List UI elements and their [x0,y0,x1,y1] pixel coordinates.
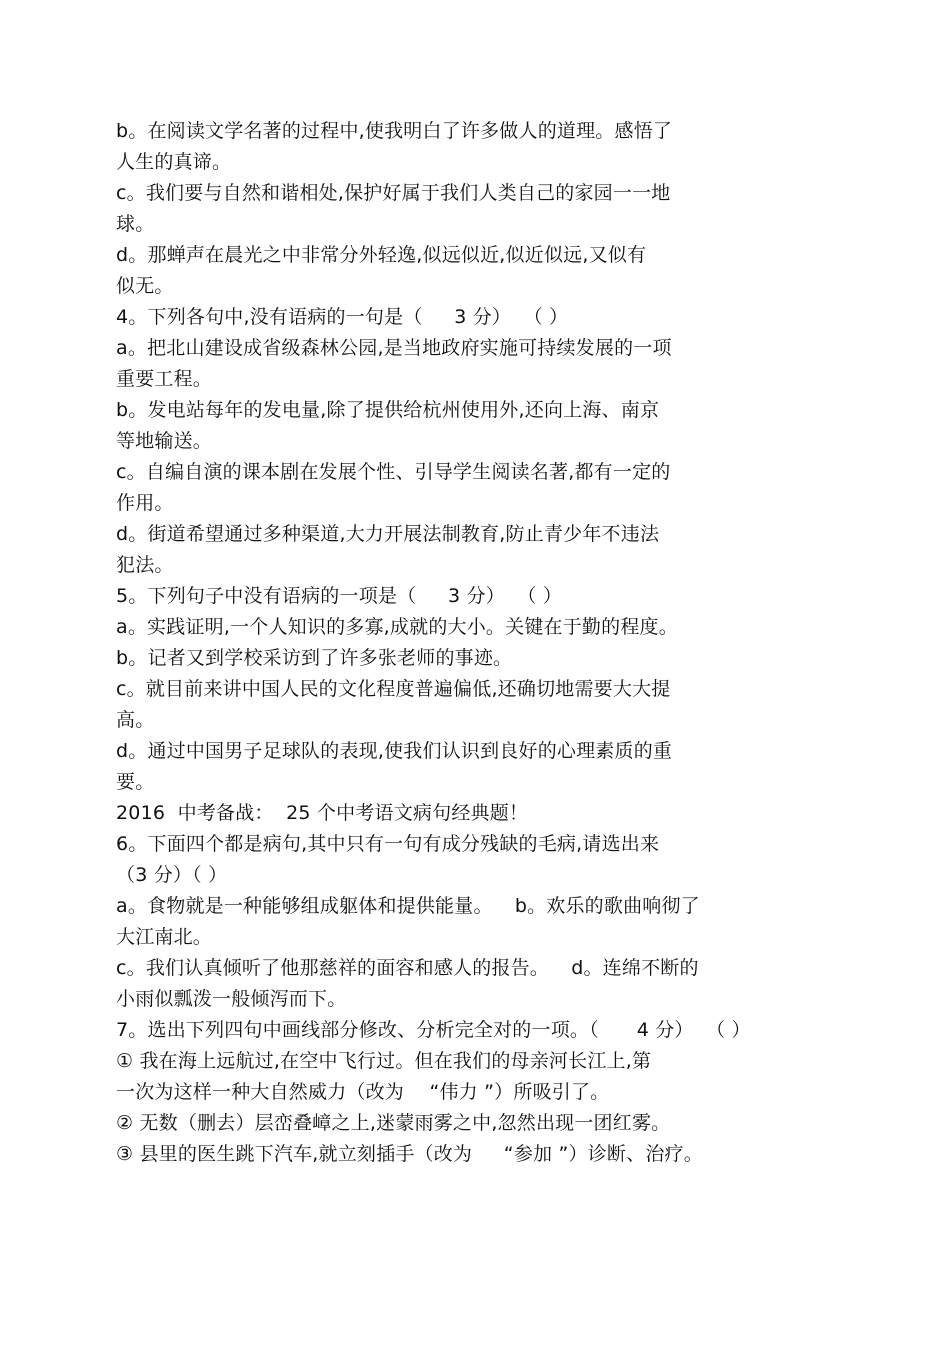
text-line: 犯法。 [116,554,174,576]
question-7-heading: 7。选出下列四句中画线部分修改、分析完全对的一项。（ 4 分） （ ） [116,1019,751,1041]
text-line: 球。 [116,213,155,235]
text-line: 似无。 [116,275,174,297]
text-line: 等地输送。 [116,430,213,452]
question-4-heading: 4。下列各句中,没有语病的一句是（ 3 分） （ ） [116,306,569,328]
text-line: a。实践证明,一个人知识的多寡,成就的大小。关键在于勤的程度。 [116,616,678,638]
text-line: a。食物就是一种能够组成躯体和提供能量。 b。欢乐的歌曲响彻了 [116,895,700,917]
text-line: c。我们认真倾听了他那慈祥的面容和感人的报告。 d。连绵不断的 [116,957,699,979]
text-line: 高。 [116,709,155,731]
text-line: 重要工程。 [116,368,213,390]
text-line: ① 我在海上远航过,在空中飞行过。但在我们的母亲河长江上,第 [116,1050,652,1072]
text-line: 小雨似瓢泼一般倾泻而下。 [116,988,347,1010]
question-5-heading: 5。下列句子中没有语病的一项是（ 3 分） （ ） [116,585,563,607]
text-line: d。街道希望通过多种渠道,大力开展法制教育,防止青少年不违法 [116,523,660,545]
text-line: （3 分）（ ） [116,864,228,886]
question-6-heading: 6。下面四个都是病句,其中只有一句有成分残缺的毛病,请选出来 [116,833,660,855]
text-line: b。记者又到学校采访到了许多张老师的事迹。 [116,647,513,669]
text-line: c。就目前来讲中国人民的文化程度普遍偏低,还确切地需要大大提 [116,678,671,700]
text-line: b。发电站每年的发电量,除了提供给杭州使用外,还向上海、南京 [116,399,660,421]
text-line: c。我们要与自然和谐相处,保护好属于我们人类自己的家园一一地 [116,182,671,204]
text-line: 大江南北。 [116,926,213,948]
text-line: a。把北山建设成省级森林公园,是当地政府实施可持续发展的一项 [116,337,672,359]
text-line: c。自编自演的课本剧在发展个性、引导学生阅读名著,都有一定的 [116,461,671,483]
text-line: d。那蝉声在晨光之中非常分外轻逸,似远似近,似近似远,又似有 [116,244,647,266]
document-body [116,116,876,1170]
text-line: 要。 [116,771,155,793]
text-line: ② 无数（删去）层峦叠嶂之上,迷蒙雨雾之中,忽然出现一团红雾。 [116,1112,671,1134]
text-line: b。在阅读文学名著的过程中,使我明白了许多做人的道理。感悟了 [116,120,673,142]
text-line: 作用。 [116,492,174,514]
text-line: 一次为这样一种大自然威力（改为 “伟力 ”）所吸引了。 [116,1081,610,1103]
text-line: d。通过中国男子足球队的表现,使我们认识到良好的心理素质的重 [116,740,673,762]
text-line: 人生的真谛。 [116,151,232,173]
section-title: 2016 中考备战： 25 个中考语文病句经典题！ [116,802,529,824]
text-line: ③ 县里的医生跳下汽车,就立刻插手（改为 “参加 ”）诊断、治疗。 [116,1143,703,1165]
